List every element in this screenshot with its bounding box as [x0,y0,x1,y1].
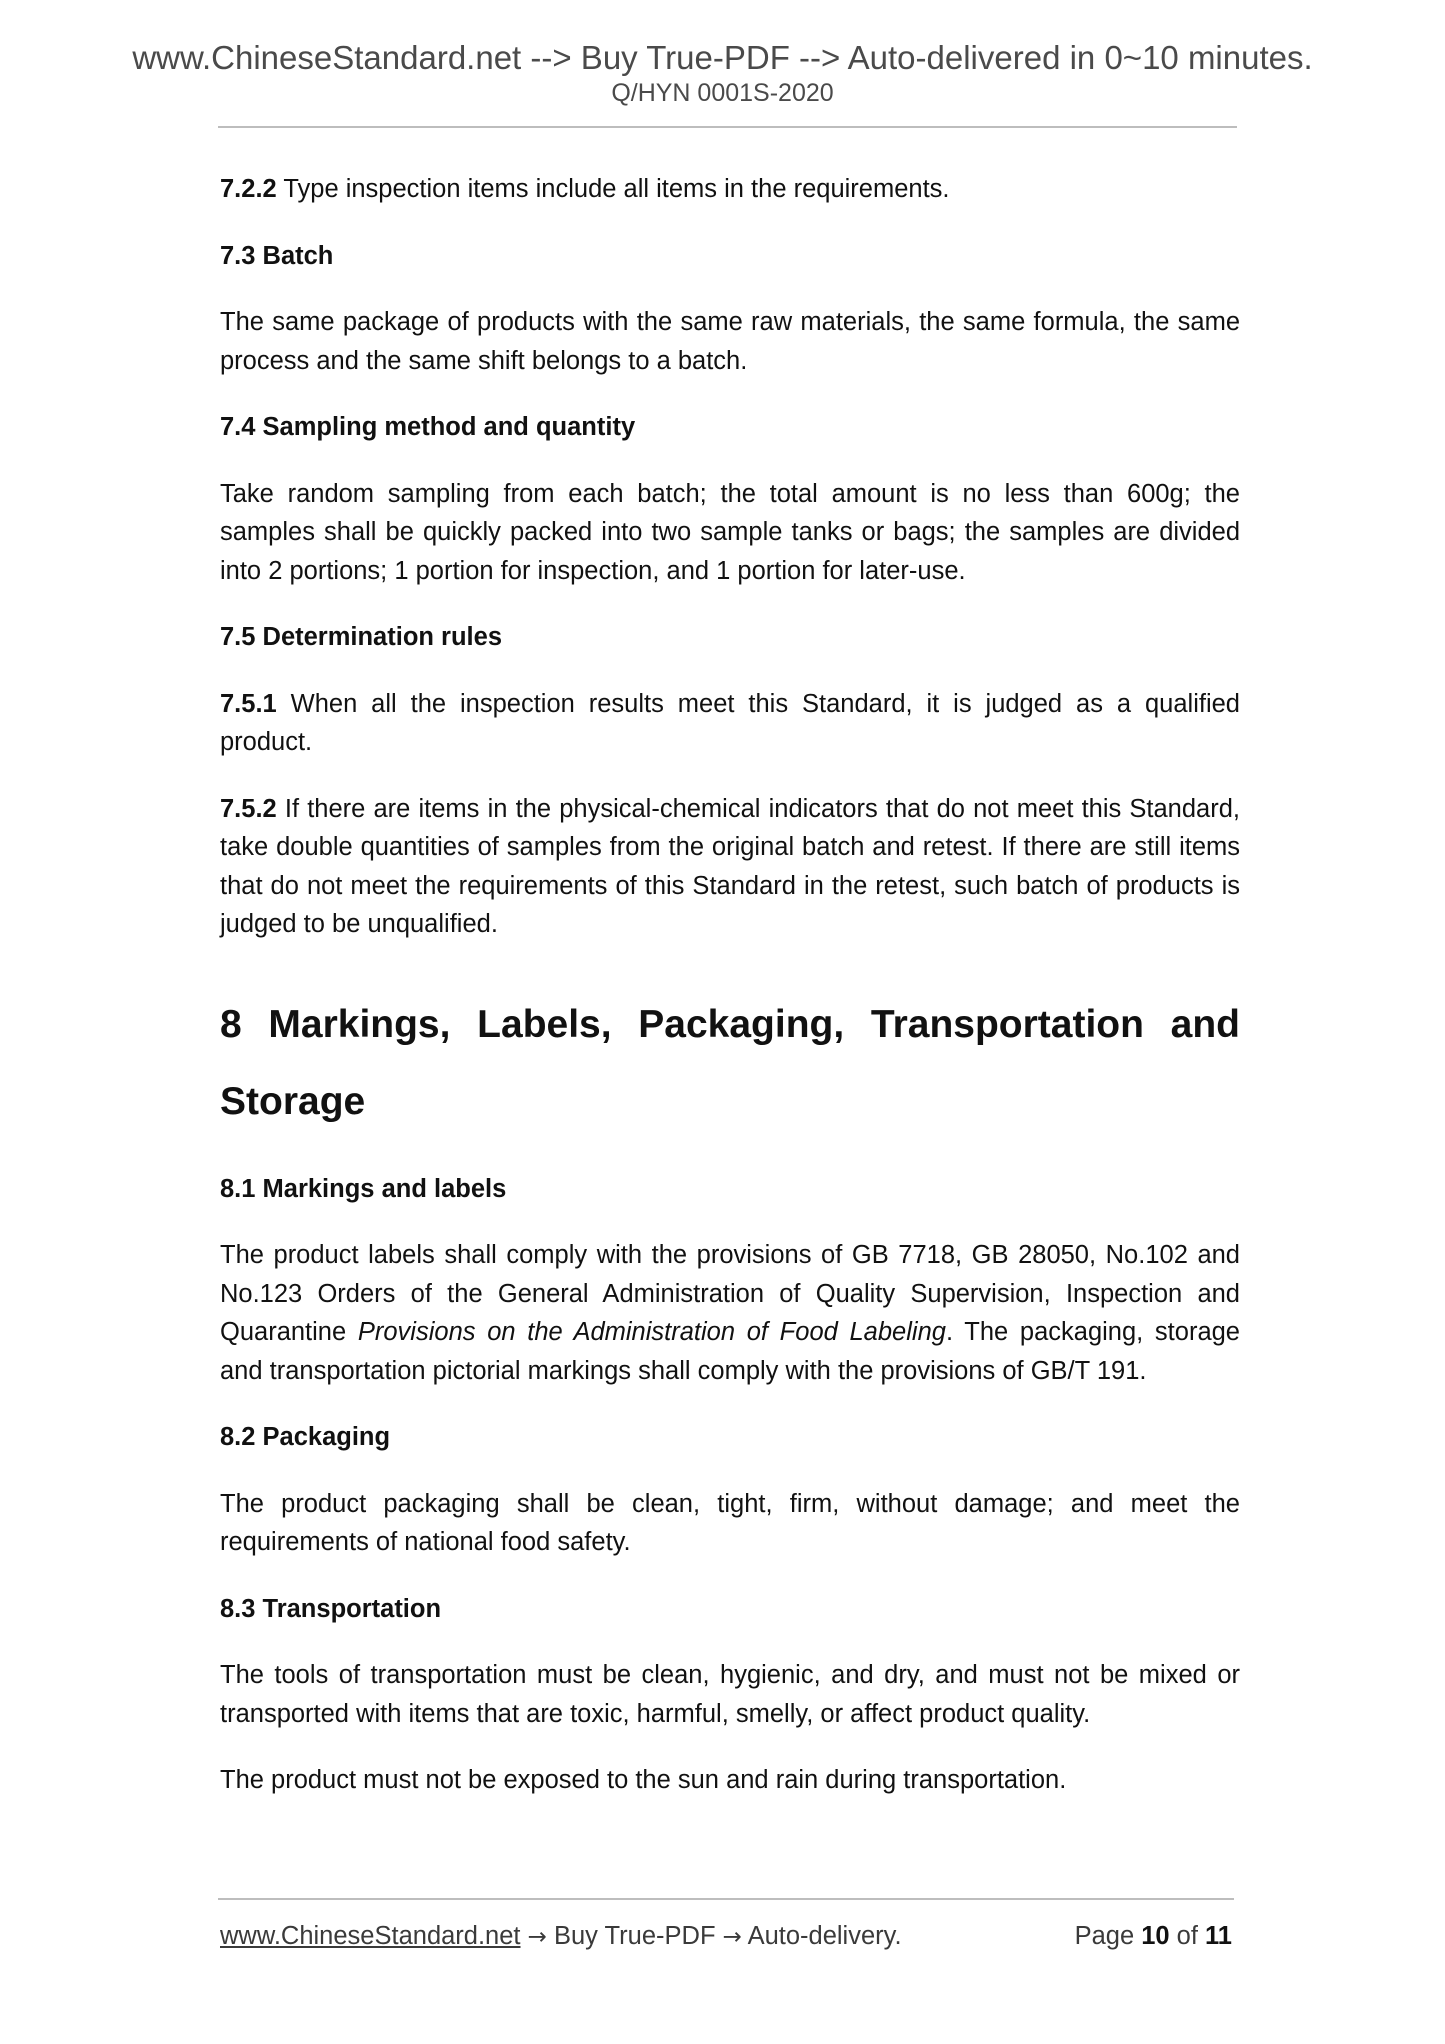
heading-8-3: 8.3 Transportation [220,1594,442,1623]
footer-site-link[interactable]: www.ChineseStandard.net [220,1922,521,1950]
paragraph-text: . The packaging, storage and transportation pictorial markings shall comply with the provisions of GB/T 191. [220,1318,1240,1385]
heading-7-5: 7.5 Determination rules [220,623,503,651]
clause-text: Type inspection items include all items in the requirements. [276,175,950,203]
footer-delivery-text: Auto-delivery. [741,1922,902,1950]
top-banner: www.ChineseStandard.net --> Buy True-PDF --> Auto-delivered in 0~10 minutes. [132,39,1313,76]
paragraph-8-3-b: The product must not be exposed to the sun and rain during transportation. [220,1766,1067,1794]
paragraph-8-2: The product packaging shall be clean, tight, firm, without damage; and meet the requirements of national food safety. [220,1489,1240,1556]
page-number: 10 [1141,1922,1170,1950]
chapter-8-heading: 8 Markings, Labels, Packaging, Transportation and Storage [220,1002,1240,1123]
arrow-right-icon: → [527,1924,547,1950]
clause-7-5-1 [220,685,1240,762]
heading-8-1: 8.1 Markings and labels [220,1174,507,1203]
clause-7-2-2 [220,170,1240,209]
paragraph-7-3: The same package of products with the same raw materials, the same formula, the same process and the same shift belongs to a batch. [220,308,1240,375]
footer-divider [218,1898,1234,1900]
document-title-italic: Provisions on the Administration of Food Labeling [357,1318,946,1346]
of-word: of [1169,1922,1206,1950]
clause-number: 7.5.2 [220,794,277,823]
page-word: Page [1074,1922,1142,1950]
standard-code: Q/HYN 0001S-2020 [611,79,834,107]
clause-number: 7.5.1 [220,689,277,718]
footer-buy-text: Buy True-PDF [546,1922,723,1950]
clause-text: If there are items in the physical-chemical indicators that do not meet this Standard, take double quantities of samples from the original batch and retest. If there are still items that do not meet the requirements of this Standard in the retest, such batch of products is judged to be unqualified. [220,794,1240,938]
document-body [220,170,1240,1800]
paragraph-7-4: Take random sampling from each batch; the total amount is no less than 600g; the samples shall be quickly packed into two sample tanks or bags; the samples are divided into 2 portions; 1 portion for inspection, and 1 portion for later-use. [220,479,1240,585]
clause-number: 7.2.2 [220,175,277,203]
paragraph-8-3-a: The tools of transportation must be clean, hygienic, and dry, and must not be mixed or transported with items that are toxic, harmful, smelly, or affect product quality. [220,1661,1240,1728]
header-divider [218,126,1237,128]
page-total: 11 [1205,1922,1232,1950]
heading-7-4: 7.4 Sampling method and quantity [220,413,636,441]
page-indicator [1075,1920,1232,1952]
paragraph-text: The product labels shall comply with the provisions of GB 7718, GB 28050, No.102 and No.123 Orders of the General Administration of Quality Supervision, Inspection and Quarantine [220,1241,1240,1346]
clause-text: When all the inspection results meet this Standard, it is judged as a qualified product. [220,689,1240,756]
clause-7-5-2 [220,790,1240,944]
paragraph-8-1 [220,1236,1240,1390]
arrow-right-icon: → [722,1924,742,1950]
heading-8-2: 8.2 Packaging [220,1423,391,1451]
page-footer [220,1920,1232,1953]
heading-7-3: 7.3 Batch [220,241,334,270]
